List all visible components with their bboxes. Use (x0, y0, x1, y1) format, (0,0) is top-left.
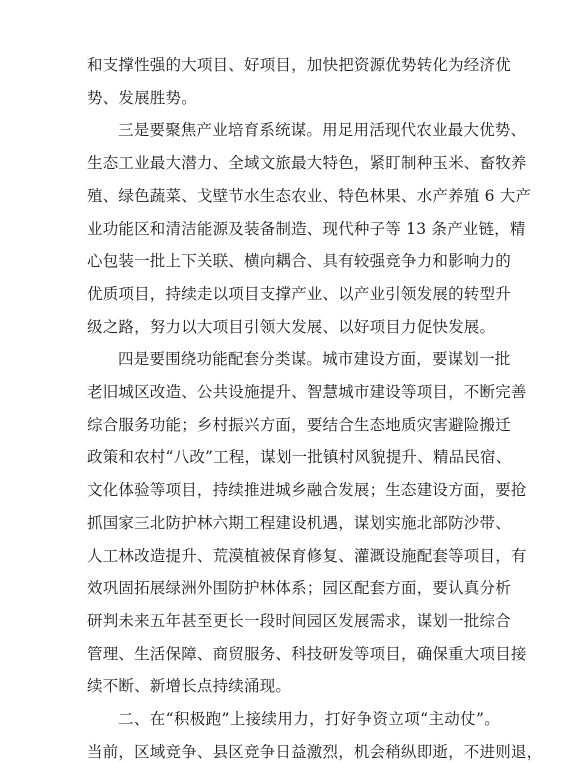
paragraph-line: 优质项目，持续走以项目支撑产业、以产业引领发展的转型升 (87, 284, 511, 303)
paragraph-line: 三是要聚焦产业培育系统谋。用足用活现代农业最大优势、 (118, 121, 527, 140)
paragraph-line: 政策和农村“八改”工程，谋划一批镇村风貌提升、精品民宿、 (87, 448, 512, 467)
paragraph-line: 势、发展胜势。 (87, 88, 197, 107)
paragraph-line: 心包装一批上下关联、横向耦合、具有较强竞争力和影响力的 (87, 252, 511, 271)
paragraph-line: 综合服务功能；乡村振兴方面，要结合生态地质灾害避险搬迁 (87, 415, 511, 434)
paragraph-line: 殖、绿色蔬菜、戈壁节水生态农业、特色林果、水产养殖 6 大产 (87, 186, 532, 205)
paragraph-line: 二、在“积极跑”上接续用力，打好争资立项“主动仗”。 (118, 710, 500, 728)
paragraph-line: 续不断、新增长点持续涌现。 (87, 677, 292, 696)
paragraph-line: 四是要围绕功能配套分类谋。城市建设方面，要谋划一批 (118, 350, 511, 369)
paragraph-line: 级之路，努力以大项目引领大发展、以好项目力促快发展。 (87, 317, 496, 336)
paragraph-line: 生态工业最大潜力、全域文旅最大特色，紧盯制种玉米、畜牧养 (87, 154, 527, 173)
paragraph-line: 和支撑性强的大项目、好项目，加快把资源优势转化为经济优 (87, 56, 511, 74)
paragraph-line: 文化体验等项目，持续推进城乡融合发展；生态建设方面，要抢 (87, 481, 527, 500)
paragraph-line: 抓国家三北防护林六期工程建设机遇，谋划实施北部防沙带、 (87, 513, 511, 532)
paragraph-line: 老旧城区改造、公共设施提升、智慧城市建设等项目，不断完善 (87, 383, 527, 401)
paragraph-line: 业功能区和清洁能源及装备制造、现代种子等 13 条产业链，精 (87, 219, 526, 238)
paragraph-line: 人工林改造提升、荒漠植被保育修复、灌溉设施配套等项目，有 (87, 546, 527, 565)
paragraph-line: 研判未来五年甚至更长一段时间园区发展需求，谋划一批综合 (87, 611, 511, 630)
paragraph-line: 效巩固拓展绿洲外围防护林体系；园区配套方面，要认真分析 (87, 579, 511, 598)
paragraph-line: 当前，区域竞争、县区竞争日益激烈，机会稍纵即逝，不进则退， (87, 742, 543, 761)
paragraph-line: 管理、生活保障、商贸服务、科技研发等项目，确保重大项目接 (87, 644, 527, 663)
